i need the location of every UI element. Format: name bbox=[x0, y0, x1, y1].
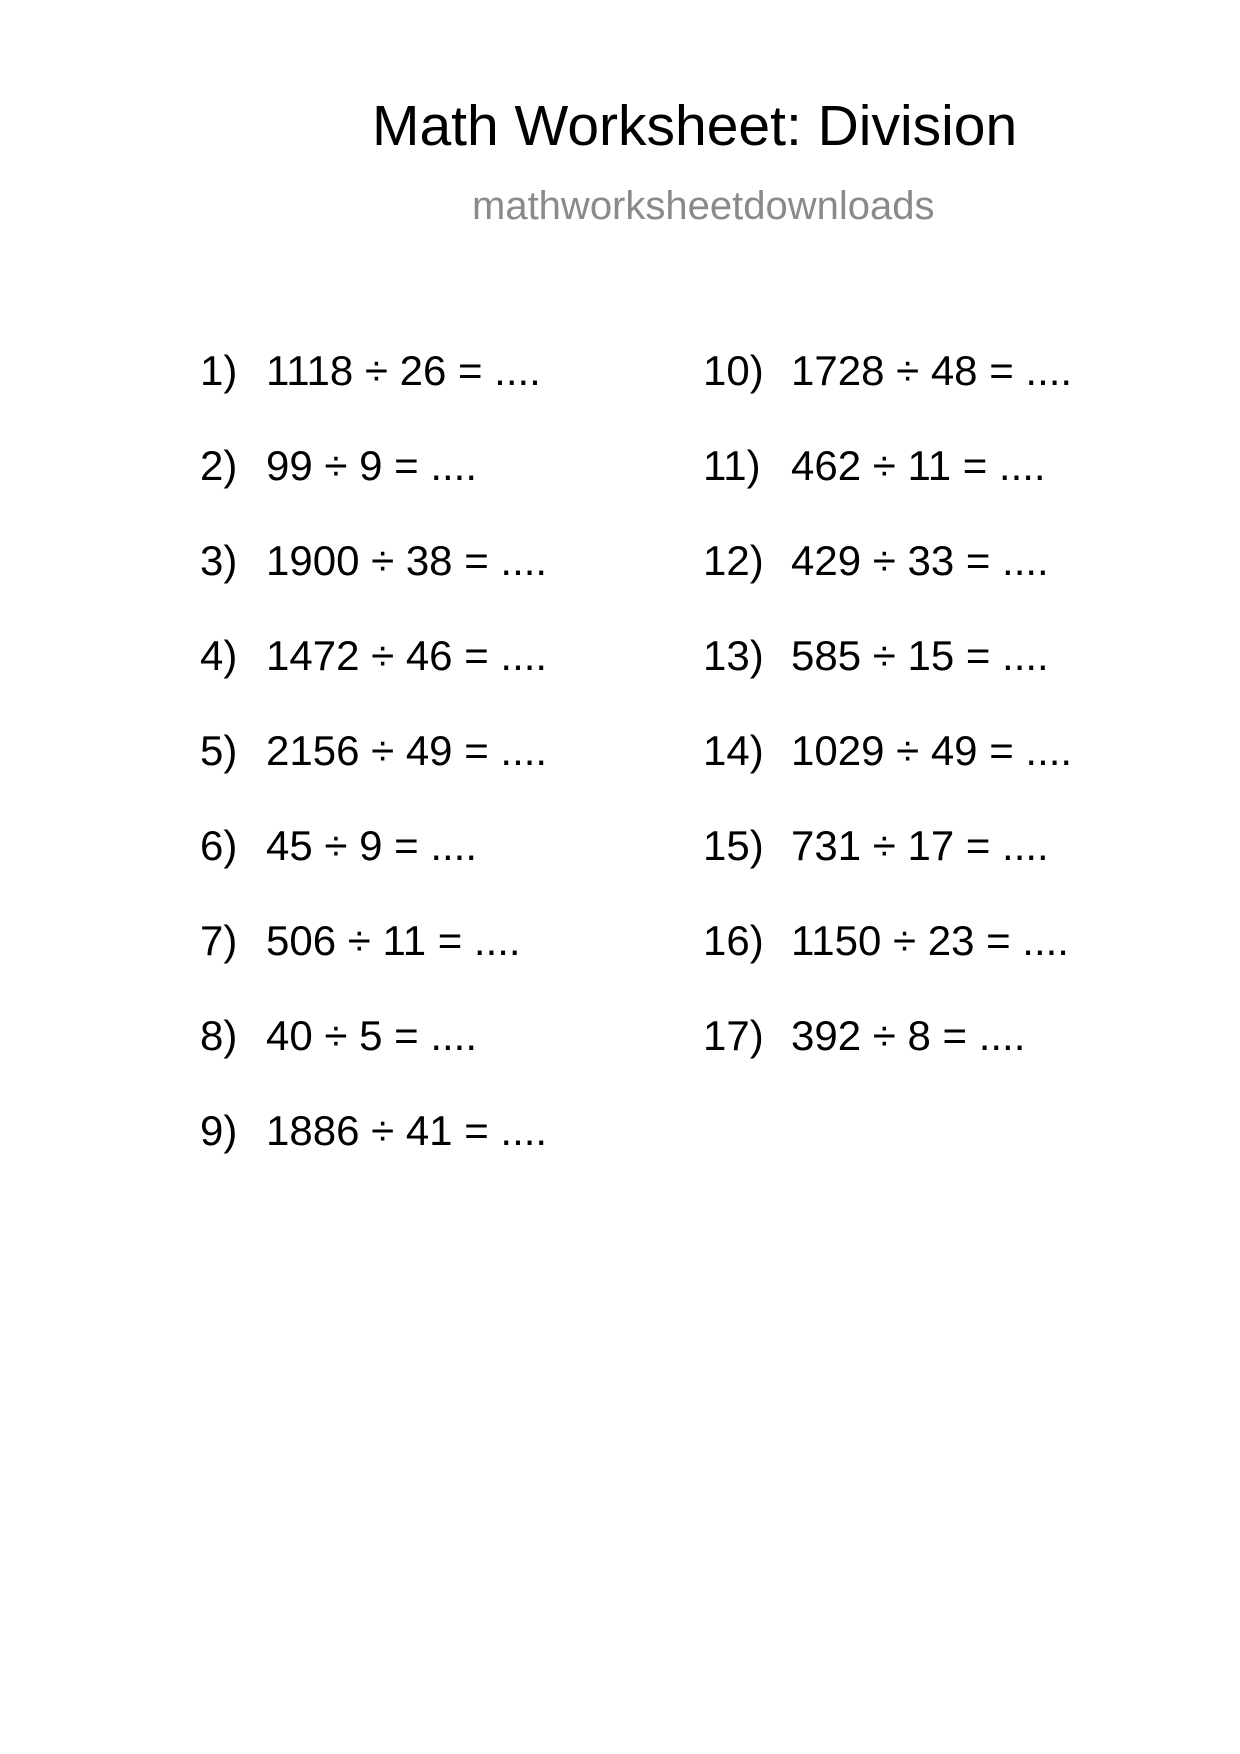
problem-item bbox=[703, 727, 1073, 825]
problem-expression: 585 ÷ 15 = .... bbox=[791, 632, 1049, 679]
problem-expression: 429 ÷ 33 = .... bbox=[791, 537, 1049, 584]
problem-number: 13) bbox=[703, 632, 764, 679]
problem-item bbox=[703, 917, 1072, 1015]
problem-number: 14) bbox=[703, 727, 764, 774]
problem-expression: 2156 ÷ 49 = .... bbox=[266, 727, 548, 774]
problem-expression: 1472 ÷ 46 = .... bbox=[266, 632, 548, 679]
problem-number: 11) bbox=[703, 442, 761, 489]
problem-expression: 1900 ÷ 38 = .... bbox=[266, 537, 548, 584]
problem-number: 8) bbox=[200, 1012, 238, 1059]
problem-number: 7) bbox=[200, 917, 238, 964]
problem-expression: 392 ÷ 8 = .... bbox=[791, 1012, 1026, 1059]
problem-expression: 40 ÷ 5 = .... bbox=[266, 1012, 478, 1059]
problem-item bbox=[200, 822, 547, 920]
problem-item bbox=[200, 632, 548, 730]
problem-number: 3) bbox=[200, 537, 238, 584]
problem-expression: 1886 ÷ 41 = .... bbox=[266, 1107, 548, 1154]
problem-expression: 1029 ÷ 49 = .... bbox=[791, 727, 1073, 774]
problem-item bbox=[200, 537, 548, 635]
problem-expression: 1150 ÷ 23 = .... bbox=[791, 917, 1069, 964]
problem-item bbox=[200, 347, 547, 445]
problem-column-left bbox=[200, 347, 548, 1205]
problem-number: 15) bbox=[703, 822, 764, 869]
problem-item bbox=[200, 727, 548, 825]
problem-expression: 506 ÷ 11 = .... bbox=[266, 917, 521, 964]
problem-item bbox=[200, 1107, 548, 1205]
problem-number: 5) bbox=[200, 727, 238, 774]
problem-number: 1) bbox=[200, 347, 238, 394]
problem-expression: 462 ÷ 11 = .... bbox=[791, 442, 1046, 489]
problem-item bbox=[703, 632, 1072, 730]
problem-expression: 45 ÷ 9 = .... bbox=[266, 822, 478, 869]
problem-item bbox=[703, 822, 1072, 920]
problem-number: 4) bbox=[200, 632, 238, 679]
problem-item bbox=[703, 347, 1073, 445]
problem-number: 16) bbox=[703, 917, 764, 964]
problem-item bbox=[200, 917, 547, 1015]
problem-number: 9) bbox=[200, 1107, 238, 1154]
problem-number: 17) bbox=[703, 1012, 764, 1059]
problem-number: 12) bbox=[703, 537, 764, 584]
problem-column-right bbox=[703, 347, 1073, 1110]
problem-item bbox=[703, 442, 1072, 540]
problem-number: 6) bbox=[200, 822, 238, 869]
problem-expression: 1118 ÷ 26 = .... bbox=[266, 347, 541, 394]
problem-expression: 731 ÷ 17 = .... bbox=[791, 822, 1049, 869]
page-title: Math Worksheet: Division bbox=[372, 94, 1018, 158]
problem-item bbox=[703, 537, 1072, 635]
problem-expression: 1728 ÷ 48 = .... bbox=[791, 347, 1073, 394]
problem-number: 2) bbox=[200, 442, 238, 489]
problem-expression: 99 ÷ 9 = .... bbox=[266, 442, 478, 489]
page-subtitle: mathworksheetdownloads bbox=[472, 184, 935, 228]
problem-item bbox=[200, 442, 547, 540]
problem-item bbox=[200, 1012, 547, 1110]
problem-item bbox=[703, 1012, 1072, 1110]
problem-number: 10) bbox=[703, 347, 764, 394]
